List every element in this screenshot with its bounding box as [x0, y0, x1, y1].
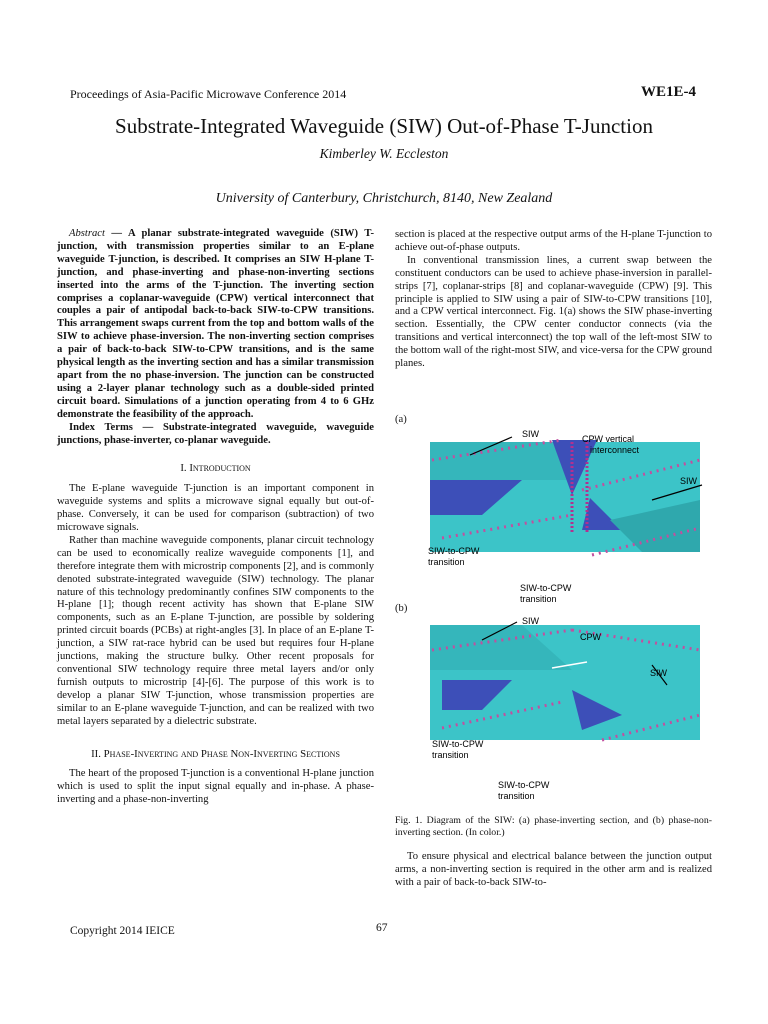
paper-title: Substrate-Integrated Waveguide (SIW) Out-of-Phase T-Junction — [115, 114, 653, 138]
right-paragraph-3: To ensure physical and electrical balance between the junction output arms, a non-inverting section is required in the other arm and is realized with a pair of back-to-back SIW-to- — [395, 851, 712, 888]
figure-label-a: (a) — [395, 414, 407, 425]
abstract-text: — A planar substrate-integrated waveguide (SIW) T-junction, with transmission properties similar to an E-plane waveguide T-junction, is described. It comprises an SIW H-plane T-junction, and phase-inverting and phase-non-inverting sections inserted into the arms of the T-junction. The inverting section comprises a coplanar-waveguide (CPW) vertical interconnect that couples a pair of antipodal back-to-back SIW-to-CPW transitions. This arrangement swaps current from the top and bottom walls of the SIW to achieve phase-inversion. The non-inverting section comprises a pair of back-to-back SIW-to-CPW transitions, and is the same physical length as the inverting section and has a similar transmission apart from the no phase-inversion. The junction can be constructed using a 2-layer planar technology such as a double-sided printed circuit board. Simulations of a junction operating from 4 to 6 GHz demonstrate the feasibility of the approach. — [57, 228, 374, 420]
label-transition-left-a: SIW-to-CPW — [428, 546, 480, 556]
section2-paragraph-1: The heart of the proposed T-junction is a conventional H-plane junction which is used to split the input signal equally and in-phase. A phase-inverting and a phase-non-inverting — [57, 768, 374, 806]
section-heading-introduction: I. Introduction — [180, 462, 251, 475]
label-transition-left-b: SIW-to-CPW — [432, 739, 484, 749]
figure-1a-phase-inverting — [422, 420, 712, 608]
right-bottom-text — [395, 851, 712, 890]
copyright: Copyright 2014 IEICE — [70, 925, 175, 937]
label-cpw-vertical-a: CPW vertical — [582, 434, 635, 444]
label-siw-right-a: SIW — [680, 476, 697, 486]
label-transition-left-a-2: transition — [428, 557, 465, 567]
right-paragraph-1: section is placed at the respective output arms of the H-plane T-junction to achieve out-of-phase outputs. — [395, 229, 712, 253]
intro-paragraph-2: Rather than machine waveguide components, planar circuit technology can be used to economically realize waveguide components [1], and therefore integrate them with microstrip components [2], and is commonly denoted substrate-integrated waveguide (SIW) technology. The planar nature of this technology predominantly confines SIW components to the H-plane [1]; though recent activity has shown that E-plane SIW components, such as an E-plane T-junction, are possible by soldering printed circuit boards (PCBs) at right-angles [3]. In place of an E-plane T-junction, a SIW rat-race hybrid can be used but requires four H-plane junctions, making the structure bulky. Other recent proposals for conventional SIW technology require three metal layers and/or only furnish outputs to microstrip [4]-[6]. The purpose of this work is to develop a planar SIW T-junction, whose transmission properties are similar to an E-plane waveguide T-junction, and can be realized with two metal layers separated by a dielectric substrate. — [57, 534, 374, 727]
label-transition-left-b-2: transition — [432, 750, 469, 760]
paper-id: WE1E-4 — [640, 84, 696, 100]
figure-1b-phase-non-inverting — [422, 610, 712, 805]
abstract — [57, 228, 374, 422]
label-transition-bottom-a-2: transition — [520, 594, 557, 604]
label-siw-right-b: SIW — [650, 668, 667, 678]
right-column — [395, 229, 712, 371]
author: Kimberley W. Eccleston — [319, 146, 449, 161]
label-cpw-b: CPW — [580, 632, 601, 642]
label-transition-bottom-b: SIW-to-CPW — [498, 780, 550, 790]
intro-paragraph-1: The E-plane waveguide T-junction is an important component in waveguide systems and splits a microwave signal equally but out-of-phase. Conversely, it can be used for comparison (subtraction) of two microwave signals. — [57, 483, 374, 534]
figure-label-b: (b) — [395, 603, 408, 614]
label-transition-bottom-b-2: transition — [498, 791, 535, 801]
proceedings-header: Proceedings of Asia-Pacific Microwave Conference 2014 — [70, 87, 347, 101]
left-column — [57, 228, 374, 807]
label-transition-bottom-a: SIW-to-CPW — [520, 583, 572, 593]
figure-caption: Fig. 1. Diagram of the SIW: (a) phase-inverting section, and (b) phase-non-inverting section. (In color.) — [395, 815, 712, 838]
page-number: 67 — [376, 922, 388, 934]
label-siw-left-a: SIW — [522, 429, 539, 439]
label-interconnect-a: interconnect — [590, 445, 640, 455]
abstract-label: Abstract — [69, 228, 105, 239]
affiliation: University of Canterbury, Christchurch, 8140, New Zealand — [215, 191, 553, 206]
right-paragraph-2: In conventional transmission lines, a current swap between the constituent conductors can be used to achieve phase-inversion in parallel-strips [7], coplanar-strips [8] and coplanar-waveguide (CPW) [9]. This principle is applied to SIW using a pair of SIW-to-CPW transitions [10], and a CPW vertical interconnect. Fig. 1(a) shows the SIW phase-inverting section. Essentially, the CPW center conductor connects (via the transitions and vertical interconnect) the top wall of the left-most SIW to the bottom wall of the right-most SIW, and vice-versa for the CPW ground planes. — [395, 254, 712, 370]
section-heading-phase-inverting: II. Phase-Inverting and Phase Non-Inverting Sections — [91, 747, 340, 760]
label-siw-left-b: SIW — [522, 616, 539, 626]
index-terms: Index Terms — Substrate-integrated waveguide, waveguide junctions, phase-inverter, co-planar waveguide. — [57, 421, 374, 446]
